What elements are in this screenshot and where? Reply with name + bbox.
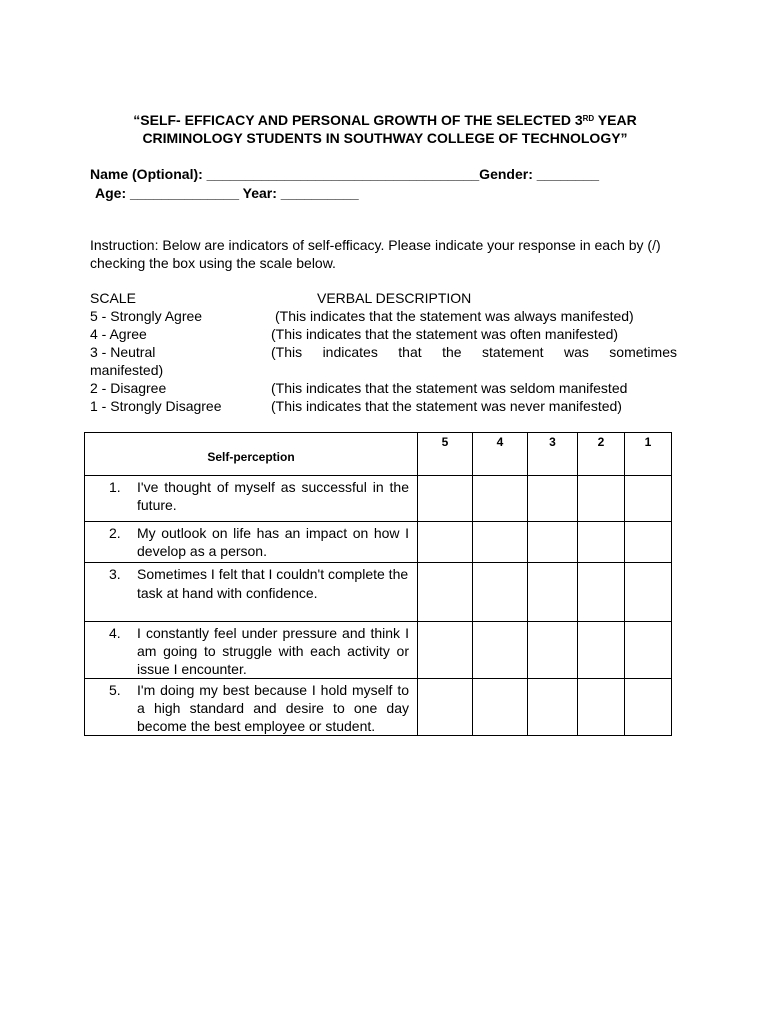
instruction-text: Instruction: Below are indicators of self-efficacy. Please indicate your response in each by (/) checking the box using the scale below. bbox=[90, 237, 661, 271]
statement-cell bbox=[85, 563, 418, 622]
rating-box-5[interactable] bbox=[418, 522, 473, 563]
statement-number: 3. bbox=[109, 566, 121, 582]
scale-label-3: 3 - Neutral bbox=[90, 344, 156, 360]
rating-box-5[interactable] bbox=[418, 476, 473, 522]
rating-box-3[interactable] bbox=[528, 522, 578, 563]
statement-text: I constantly feel under pressure and think I am going to struggle with each activity or issue I encounter. bbox=[137, 625, 409, 677]
title-superscript: RD bbox=[582, 114, 595, 123]
table-row bbox=[85, 563, 672, 622]
scale-label-1: 1 - Strongly Disagree bbox=[90, 398, 222, 414]
statement-number: 1. bbox=[109, 479, 121, 495]
name-gender-field[interactable]: Name (Optional): ___________________________________Gender: ________ bbox=[90, 166, 600, 182]
column-header-4: 4 bbox=[473, 433, 528, 476]
table-header-row bbox=[85, 433, 672, 476]
rating-box-1[interactable] bbox=[625, 522, 672, 563]
title-line-2: CRIMINOLOGY STUDENTS IN SOUTHWAY COLLEGE OF TECHNOLOGY” bbox=[142, 130, 628, 146]
column-header-5: 5 bbox=[418, 433, 473, 476]
column-header-2: 2 bbox=[578, 433, 625, 476]
verbal-description-header: VERBAL DESCRIPTION bbox=[317, 290, 472, 306]
table-row bbox=[85, 679, 672, 736]
statement-cell bbox=[85, 679, 418, 736]
column-header-3: 3 bbox=[528, 433, 578, 476]
statement-number: 4. bbox=[109, 625, 121, 641]
rating-box-4[interactable] bbox=[473, 522, 528, 563]
scale-label-4: 4 - Agree bbox=[90, 326, 147, 342]
statement-number: 2. bbox=[109, 525, 121, 541]
statement-cell bbox=[85, 522, 418, 563]
rating-box-5[interactable] bbox=[418, 679, 473, 736]
statement-text: I'm doing my best because I hold myself to a high standard and desire to one day become the best employee or student. bbox=[137, 682, 409, 734]
rating-box-5[interactable] bbox=[418, 563, 473, 622]
rating-box-1[interactable] bbox=[625, 563, 672, 622]
rating-box-4[interactable] bbox=[473, 476, 528, 522]
rating-box-2[interactable] bbox=[578, 522, 625, 563]
rating-box-3[interactable] bbox=[528, 622, 578, 679]
rating-box-2[interactable] bbox=[578, 622, 625, 679]
rating-box-3[interactable] bbox=[528, 476, 578, 522]
rating-box-2[interactable] bbox=[578, 476, 625, 522]
scale-header: SCALE bbox=[90, 290, 136, 306]
survey-table bbox=[84, 432, 672, 736]
title-text: “SELF- EFFICACY AND PERSONAL GROWTH OF THE SELECTED 3 bbox=[133, 112, 583, 128]
rating-box-4[interactable] bbox=[473, 622, 528, 679]
rating-box-2[interactable] bbox=[578, 679, 625, 736]
title-line-1 bbox=[90, 111, 680, 129]
rating-box-5[interactable] bbox=[418, 622, 473, 679]
survey-title bbox=[90, 111, 680, 147]
rating-box-3[interactable] bbox=[528, 563, 578, 622]
scale-desc-3-cont: manifested) bbox=[90, 362, 164, 378]
rating-box-1[interactable] bbox=[625, 476, 672, 522]
statement-cell bbox=[85, 622, 418, 679]
rating-box-4[interactable] bbox=[473, 679, 528, 736]
table-row bbox=[85, 522, 672, 563]
statement-number: 5. bbox=[109, 682, 121, 698]
scale-desc-2: (This indicates that the statement was seldom manifested bbox=[271, 380, 628, 396]
rating-box-3[interactable] bbox=[528, 679, 578, 736]
scale-desc-4: (This indicates that the statement was often manifested) bbox=[271, 326, 619, 342]
title-text-end: YEAR bbox=[594, 112, 637, 128]
scale-label-2: 2 - Disagree bbox=[90, 380, 167, 396]
age-year-field[interactable]: Age: ______________ Year: __________ bbox=[95, 185, 359, 201]
scale-label-5: 5 - Strongly Agree bbox=[90, 308, 203, 324]
statement-cell bbox=[85, 476, 418, 522]
statement-text: My outlook on life has an impact on how I develop as a person. bbox=[137, 525, 409, 559]
table-row bbox=[85, 476, 672, 522]
rating-box-2[interactable] bbox=[578, 563, 625, 622]
scale-desc-3: (This indicates that the statement was sometimes bbox=[271, 344, 677, 360]
self-perception-header: Self-perception bbox=[85, 433, 418, 476]
statement-text: Sometimes I felt that I couldn't complete the task at hand with confidence. bbox=[137, 566, 409, 601]
column-header-1: 1 bbox=[625, 433, 672, 476]
rating-box-4[interactable] bbox=[473, 563, 528, 622]
scale-desc-5: (This indicates that the statement was always manifested) bbox=[275, 308, 634, 324]
scale-desc-1: (This indicates that the statement was never manifested) bbox=[271, 398, 622, 414]
rating-box-1[interactable] bbox=[625, 679, 672, 736]
rating-box-1[interactable] bbox=[625, 622, 672, 679]
table-row bbox=[85, 622, 672, 679]
statement-text: I've thought of myself as successful in the future. bbox=[137, 479, 409, 513]
